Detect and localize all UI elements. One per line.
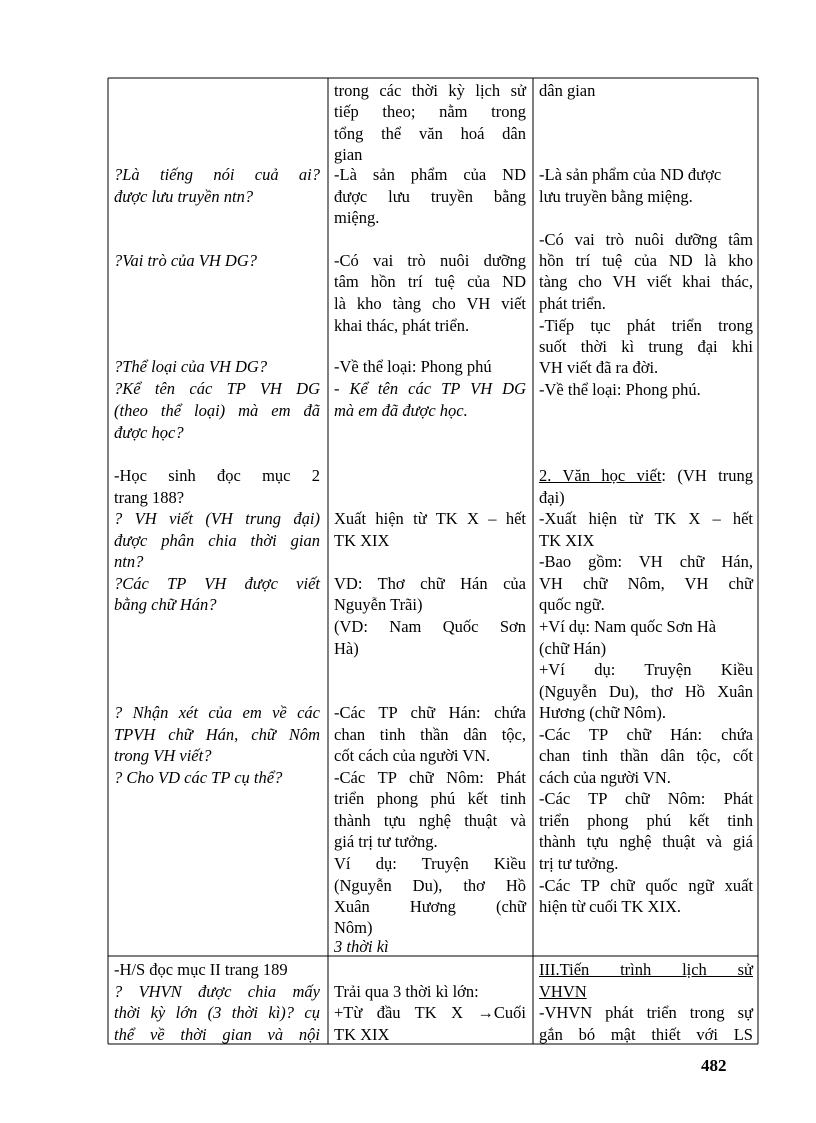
- col1-line: được học?: [114, 423, 184, 442]
- col1-line: (theo thể loại) mà em đã: [114, 401, 320, 420]
- col2-line: tiếp theo; nằm trong: [334, 102, 526, 121]
- col3-line: phát triển.: [539, 294, 606, 313]
- col1-line: được lưu truyền ntn?: [114, 187, 254, 206]
- col2-line: - Kể tên các TP VH DG: [334, 379, 526, 398]
- col2-line: tâm hồn trí tuệ của ND: [334, 272, 526, 291]
- col1-line: ?Các TP VH được viết: [114, 574, 320, 593]
- col2-line: -Các TP chữ Nôm: Phát: [334, 768, 526, 787]
- col3-line: -Các TP chữ quốc ngữ xuất: [539, 876, 753, 895]
- col2-line: -Là sản phẩm của ND: [334, 165, 526, 184]
- col3-line: VH chữ Nôm, VH chữ: [539, 574, 753, 593]
- col3-line: -Về thể loại: Phong phú.: [539, 380, 701, 399]
- col3-line: +Ví dụ: Truyện Kiều: [539, 660, 753, 679]
- col2-line: Xuân Hương (chữ: [334, 897, 526, 916]
- col1-line: được phân chia thời gian: [114, 531, 320, 550]
- col2-line: Ví dụ: Truyện Kiều: [334, 854, 526, 873]
- col3-line: +Ví dụ: Nam quốc Sơn Hà: [539, 617, 717, 636]
- col2-line: được lưu truyền bằng: [334, 187, 526, 206]
- col3-line: -Các TP chữ Hán: chứa: [539, 725, 753, 744]
- col3-line: cách của người VN.: [539, 768, 671, 787]
- col2-line: TK XIX: [334, 531, 390, 550]
- col2-line: khai thác, phát triển.: [334, 316, 470, 335]
- page-number: 482: [701, 1056, 727, 1075]
- col2-line: -Về thể loại: Phong phú: [334, 357, 492, 376]
- col3-line: chan tinh thần dân tộc, cốt: [539, 746, 753, 765]
- col2-line: là kho tàng cho VH viết: [334, 294, 526, 313]
- col3-line: (chữ Hán): [539, 639, 607, 658]
- col1-line: ? Nhận xét của em về các: [114, 703, 320, 722]
- col2-line: giá trị tư tưởng.: [334, 832, 438, 851]
- col1-line: ?Vai trò của VH DG?: [114, 251, 257, 270]
- col3-line: gắn bó mật thiết với LS: [539, 1025, 753, 1044]
- col3-heading-history-cont: VHVN: [539, 982, 587, 1001]
- col1-line: -Học sinh đọc mục 2: [114, 466, 320, 485]
- col1-line: thời kỳ lớn (3 thời kì)? cụ: [114, 1003, 320, 1022]
- col3-line: lưu truyền bằng miệng.: [539, 187, 693, 206]
- col2-line: miệng.: [334, 208, 380, 227]
- col3-line: triển phong phú kết tinh: [539, 811, 753, 830]
- col2-line: cốt cách của người VN.: [334, 746, 491, 765]
- col2-line: chan tinh thần dân tộc,: [334, 725, 526, 744]
- col3-line: quốc ngữ.: [539, 595, 605, 614]
- col3-line: hồn trí tuệ của ND là kho: [539, 251, 753, 270]
- col2-line: Trải qua 3 thời kì lớn:: [334, 982, 479, 1001]
- col2-line: +Từ đầu TK X →Cuối: [334, 1003, 526, 1022]
- col3-line: thành tựu nghệ thuật và giá: [539, 832, 753, 851]
- col2-line: (Nguyễn Du), thơ Hồ: [334, 876, 526, 895]
- col2-line: TK XIX: [334, 1025, 390, 1044]
- col3-line: -VHVN phát triển trong sự: [539, 1003, 753, 1022]
- col3-line: suốt thời kì trung đại khi: [539, 337, 753, 356]
- col3-line: Hương (chữ Nôm).: [539, 703, 666, 722]
- col3-heading-rest: : (VH trung: [661, 466, 753, 485]
- col2-line: Nôm): [334, 918, 373, 937]
- col2-line: Xuất hiện từ TK X – hết: [334, 509, 526, 528]
- col3-line: -Bao gồm: VH chữ Hán,: [539, 552, 753, 571]
- col1-line: ? Cho VD các TP cụ thể?: [114, 768, 283, 787]
- col2-line: (VD: Nam Quốc Sơn: [334, 617, 526, 636]
- col3-heading-underlined: 2. Văn học viết: [539, 466, 662, 485]
- col3-line: VH viết đã ra đời.: [539, 358, 659, 377]
- col3-line: tàng cho VH viết khai thác,: [539, 272, 753, 291]
- col1-line: ?Là tiếng nói cuả ai?: [114, 165, 320, 184]
- col2-line: VD: Thơ chữ Hán của: [334, 574, 526, 593]
- col2-line: thành tựu nghệ thuật và: [334, 811, 526, 830]
- col3-heading-history: III.Tiến trình lịch sử: [539, 960, 753, 979]
- col2-line: tổng thể văn hoá dân: [334, 124, 526, 143]
- col2-line: triển phong phú kết tinh: [334, 789, 526, 808]
- col1-line: -H/S đọc mục II trang 189: [114, 960, 288, 979]
- col2-line: Hà): [334, 639, 359, 658]
- col1-line: ? VHVN được chia mấy: [114, 982, 320, 1001]
- col3-line: -Xuất hiện từ TK X – hết: [539, 509, 753, 528]
- col3-line: đại): [539, 488, 565, 507]
- col1-line: trong VH viết?: [114, 746, 212, 765]
- col2-line: mà em đã được học.: [334, 401, 468, 420]
- col1-line: TPVH chữ Hán, chữ Nôm: [114, 725, 320, 744]
- col3-line: hiện từ cuối TK XIX.: [539, 897, 681, 916]
- col2-line: trong các thời kỳ lịch sử: [334, 81, 526, 100]
- col1-line: bằng chữ Hán?: [114, 595, 217, 614]
- col1-line: trang 188?: [114, 488, 185, 507]
- col3-line: -Các TP chữ Nôm: Phát: [539, 789, 753, 808]
- col3-line: TK XIX: [539, 531, 595, 550]
- col3-line: -Tiếp tục phát triển trong: [539, 316, 753, 335]
- col2-line: -Các TP chữ Hán: chứa: [334, 703, 526, 722]
- col1-line: ?Thể loại của VH DG?: [114, 357, 268, 376]
- col2-line: 3 thời kì: [334, 937, 389, 956]
- col2-line: Nguyễn Trãi): [334, 595, 423, 614]
- col3-line: dân gian: [539, 81, 596, 100]
- col1-line: ?Kể tên các TP VH DG: [114, 379, 320, 398]
- col1-line: ? VH viết (VH trung đại): [114, 509, 320, 528]
- col3-line: trị tư tưởng.: [539, 854, 619, 873]
- col2-line: -Có vai trò nuôi dưỡng: [334, 251, 526, 270]
- col3-line: -Có vai trò nuôi dưỡng tâm: [539, 230, 753, 249]
- col3-line: -Là sản phẩm của ND được: [539, 165, 722, 184]
- col1-line: thể về thời gian và nội: [114, 1025, 320, 1044]
- col1-line: ntn?: [114, 552, 144, 571]
- col2-line: gian: [334, 145, 363, 164]
- col3-line: (Nguyễn Du), thơ Hồ Xuân: [539, 682, 753, 701]
- col3-heading-written-literature: [539, 465, 753, 487]
